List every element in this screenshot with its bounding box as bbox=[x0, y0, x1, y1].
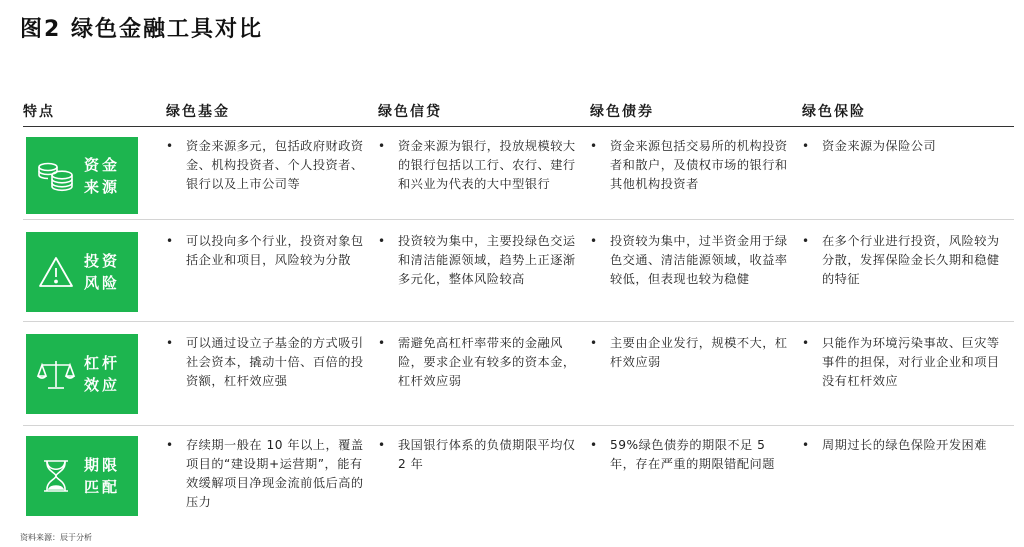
table-header bbox=[23, 96, 1014, 127]
cell-text: • 周期过长的绿色保险开发困难 bbox=[802, 438, 987, 452]
cell-text: • 资金来源为保险公司 bbox=[802, 139, 937, 153]
header-green-credit: 绿色信贷 bbox=[378, 104, 442, 120]
table-row-funding-source bbox=[23, 127, 1014, 220]
cell-text: • 可以投向多个行业，投资对象包括企业和项目，风险较为分散 bbox=[166, 234, 364, 267]
table-row-leverage bbox=[23, 322, 1014, 426]
feature-label: 投资风险 bbox=[83, 252, 120, 292]
feature-badge-investment-risk bbox=[26, 232, 138, 312]
scale-icon bbox=[32, 352, 80, 396]
feature-badge-leverage bbox=[26, 334, 138, 414]
cell-text: • 资金来源为银行，投放规模较大的银行包括以工行、农行、建行和兴业为代表的大中型银行 bbox=[378, 139, 576, 191]
feature-label: 杠杆效应 bbox=[83, 354, 120, 394]
warning-icon bbox=[32, 250, 80, 294]
table-row-term-matching bbox=[23, 426, 1014, 522]
cell-text: • 投资较为集中，过半资金用于绿色交通、清洁能源领域，收益率较低，但表现也较为稳健 bbox=[590, 234, 788, 286]
feature-badge-funding-source bbox=[26, 137, 138, 214]
feature-label: 期限匹配 bbox=[83, 456, 120, 496]
cell-text: • 可以通过设立子基金的方式吸引社会资本，撬动十倍、百倍的投资额，杠杆效应强 bbox=[166, 336, 364, 388]
cell-text: • 需避免高杠杆率带来的金融风险，要求企业有较多的资本金，杠杆效应弱 bbox=[378, 336, 576, 388]
table-row-investment-risk bbox=[23, 220, 1014, 322]
cell-text: • 在多个行业进行投资，风险较为分散，发挥保险金长久期和稳健的特征 bbox=[802, 234, 1000, 286]
comparison-table bbox=[23, 96, 1014, 522]
header-green-insurance: 绿色保险 bbox=[802, 104, 866, 120]
cell-text: • 59%绿色债券的期限不足 5 年，存在严重的期限错配问题 bbox=[590, 438, 775, 471]
feature-label: 资金来源 bbox=[83, 155, 120, 196]
header-green-fund: 绿色基金 bbox=[166, 104, 230, 120]
cell-text: • 只能作为环境污染事故、巨灾等事件的担保，对行业企业和项目没有杠杆效应 bbox=[802, 336, 1000, 388]
cell-text: • 主要由企业发行，规模不大，杠杆效应弱 bbox=[590, 336, 788, 369]
feature-badge-term-matching bbox=[26, 436, 138, 516]
cell-text: • 我国银行体系的负债期限平均仅 2 年 bbox=[378, 438, 576, 471]
page-title: 图2 绿色金融工具对比 bbox=[20, 17, 263, 42]
header-green-bond: 绿色债券 bbox=[590, 104, 654, 120]
header-feature: 特点 bbox=[23, 104, 55, 120]
cell-text: • 资金来源包括交易所的机构投资者和散户，及债权市场的银行和其他机构投资者 bbox=[590, 139, 788, 191]
hourglass-icon bbox=[32, 454, 80, 498]
source-note: 资料来源：辰于分析 bbox=[20, 533, 92, 542]
cell-text: • 资金来源多元，包括政府财政资金、机构投资者、个人投资者、银行以及上市公司等 bbox=[166, 139, 364, 191]
coins-icon bbox=[32, 154, 80, 198]
cell-text: • 投资较为集中，主要投绿色交运和清洁能源领域，趋势上正逐渐多元化，整体风险较高 bbox=[378, 234, 576, 286]
cell-text: • 存续期一般在 10 年以上，覆盖项目的“建设期+运营期”，能有效缓解项目净现金流前低后高的压力 bbox=[166, 438, 364, 509]
